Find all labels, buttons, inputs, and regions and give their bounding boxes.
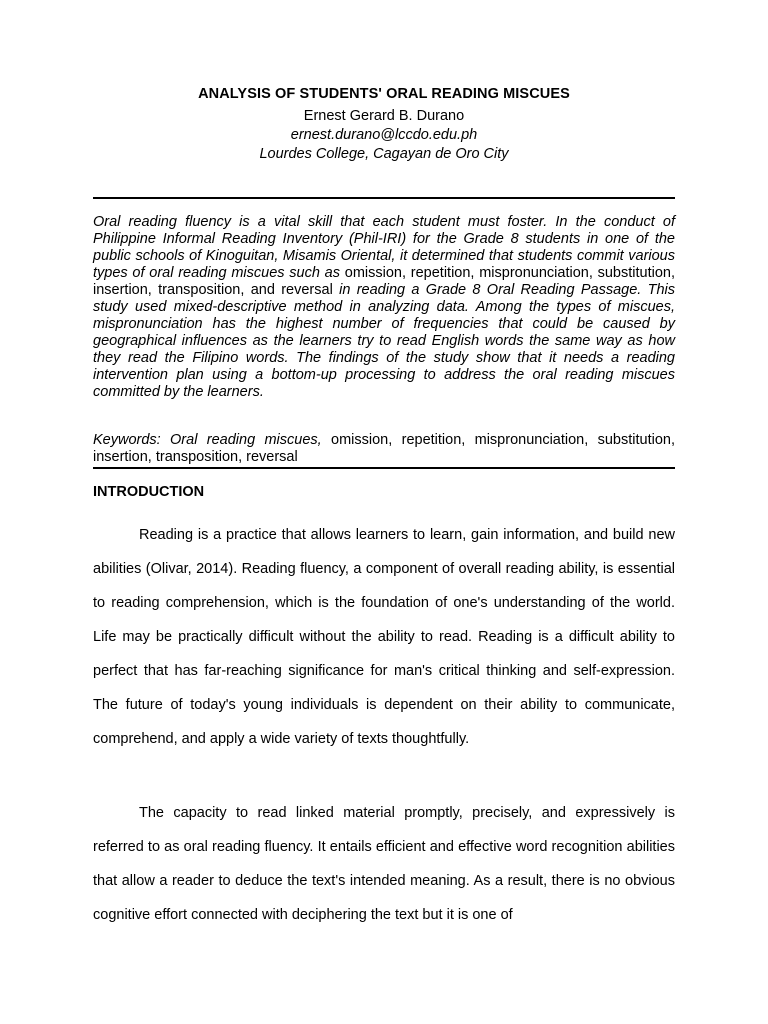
keywords [93,432,675,466]
introduction-paragraph-1: Reading is a practice that allows learners to learn, gain information, and build new abilities (Olivar, 2014). Reading fluency, a component of overall reading ability, is essential to reading comprehension, which is the foundation of one's understanding of the world. Life may be practically difficult without the ability to read. Reading is a difficult ability to perfect that has far-reaching significance for man's critical thinking and self-expression. The future of today's young individuals is dependent on their ability to communicate, comprehend, and apply a wide variety of texts thoughtfully. [93,527,675,747]
introduction-paragraph-2: The capacity to read linked material promptly, precisely, and expressively is referred to as oral reading fluency. It entails efficient and effective word recognition abilities that allow a reader to deduce the text's intended meaning. As a result, there is no obvious cognitive effort connected with deciphering the text but it is one of [93,805,675,923]
abstract-top-rule [93,197,675,199]
author-email: ernest.durano@lccdo.edu.ph [290,127,478,143]
author-affiliation: Lourdes College, Cagayan de Oro City [259,146,509,162]
section-heading-introduction: INTRODUCTION [93,484,205,500]
paper-title: ANALYSIS OF STUDENTS' ORAL READING MISCUES [198,86,570,102]
author-name: Ernest Gerard B. Durano [303,108,465,124]
abstract [93,214,675,401]
keywords-label: Keywords: Oral reading miscues, [93,432,322,448]
abstract-part-1: Oral reading fluency is a vital skill that each student must foster. In the conduct of Philippine Informal Reading Inventory (Phil-IRI) for the Grade 8 students in one of the public schools of Kinoguitan, Misamis Oriental, it determined that students commit various types of oral reading miscues such as [93,214,675,281]
keywords-terms: omission, repetition, mispronunciation, substitution, insertion, transposition, reversal [93,432,675,465]
abstract-bottom-rule [93,467,675,469]
abstract-miscue-types: omission, repetition, mispronunciation, substitution, insertion, transposition, and reversal [93,265,675,298]
abstract-part-2: in reading a Grade 8 Oral Reading Passage. This study used mixed-descriptive method in analyzing data. Among the types of miscues, mispronunciation has the highest number of frequencies that could be caused by geographical influences as the learners try to read English words the same way as how they read the Filipino words. The findings of the study show that it needs a reading intervention plan using a bottom-up processing to address the oral reading miscues committed by the learners. [93,282,675,400]
